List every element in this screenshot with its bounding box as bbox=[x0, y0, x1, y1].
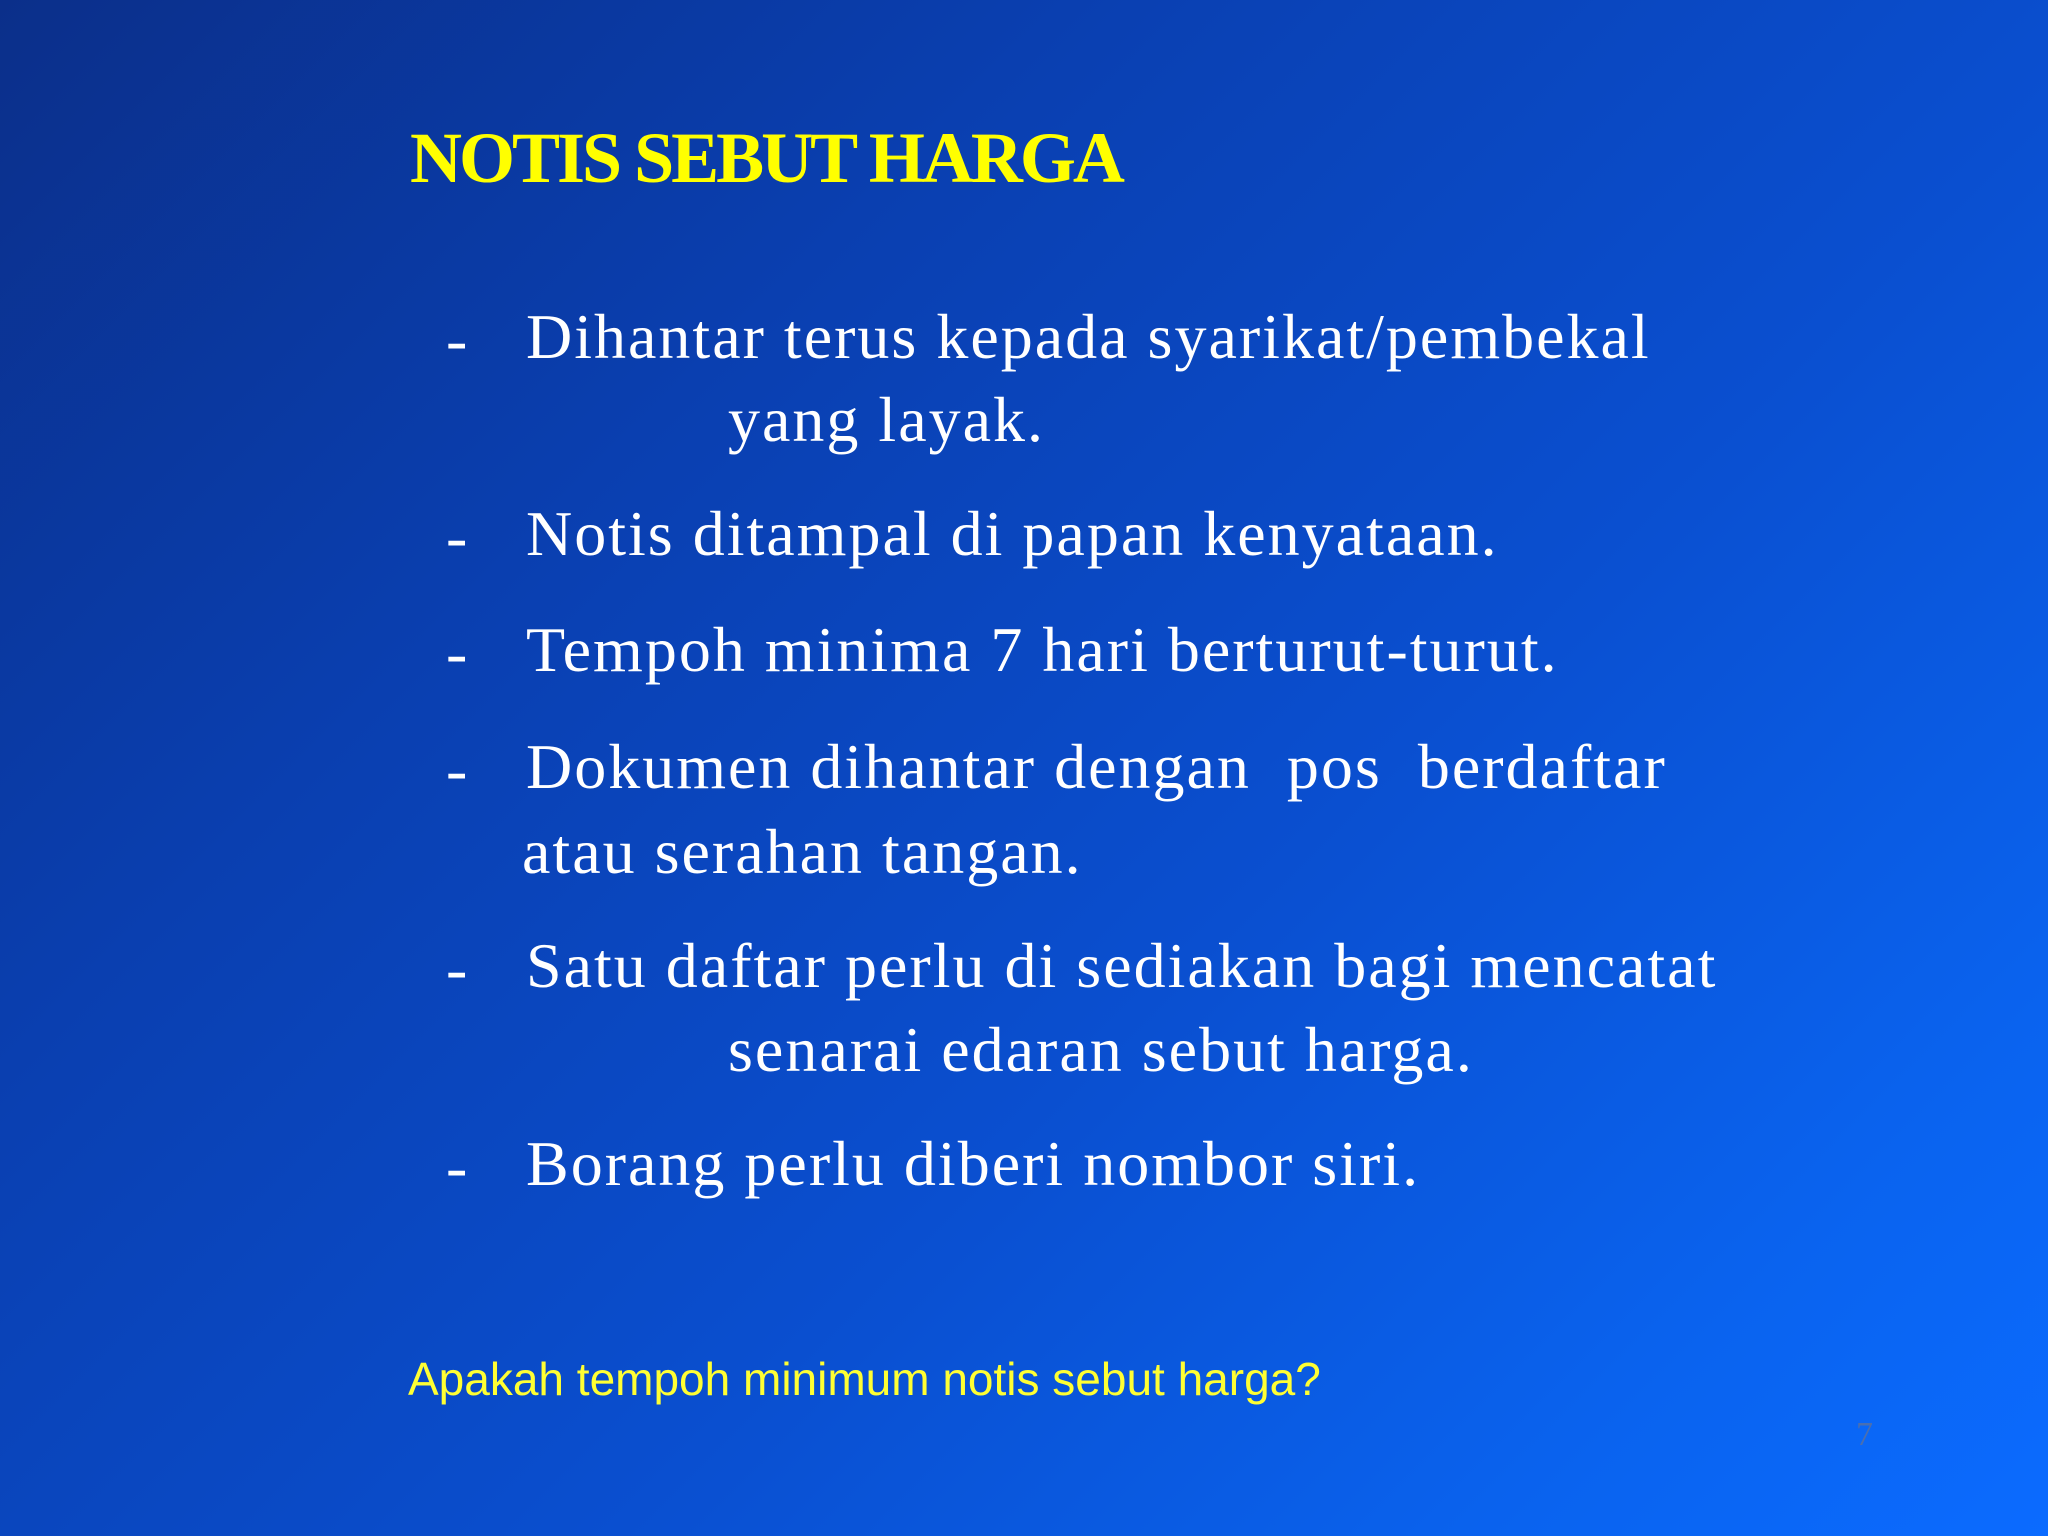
bullet-text: Notis ditampal di papan kenyataan. bbox=[526, 498, 1499, 569]
bullet-text: Tempoh minima 7 hari berturut-turut. bbox=[526, 614, 1559, 685]
bullet-marker: - bbox=[446, 617, 468, 688]
bullet-marker: - bbox=[446, 933, 468, 1004]
bullet-marker: - bbox=[446, 1131, 468, 1202]
bullet-marker: - bbox=[446, 734, 468, 805]
slide-title: NOTIS SEBUT HARGA bbox=[410, 118, 1122, 198]
bullet-text-continuation: yang layak. bbox=[728, 384, 1045, 455]
bullet-marker: - bbox=[446, 501, 468, 572]
bullet-text: Dihantar terus kepada syarikat/pembekal bbox=[526, 301, 1651, 372]
bullet-text-continuation: atau serahan tangan. bbox=[522, 816, 1083, 887]
bullet-text: Satu daftar perlu di sediakan bagi mencatat bbox=[526, 930, 1718, 1001]
bullet-text-continuation: senarai edaran sebut harga. bbox=[728, 1014, 1474, 1085]
question-prompt: Apakah tempoh minimum notis sebut harga? bbox=[408, 1353, 1321, 1405]
bullet-text: Dokumen dihantar dengan pos berdaftar bbox=[526, 731, 1667, 802]
page-number: 7 bbox=[1856, 1416, 1873, 1453]
bullet-text: Borang perlu diberi nombor siri. bbox=[526, 1128, 1421, 1199]
bullet-marker: - bbox=[446, 304, 468, 375]
